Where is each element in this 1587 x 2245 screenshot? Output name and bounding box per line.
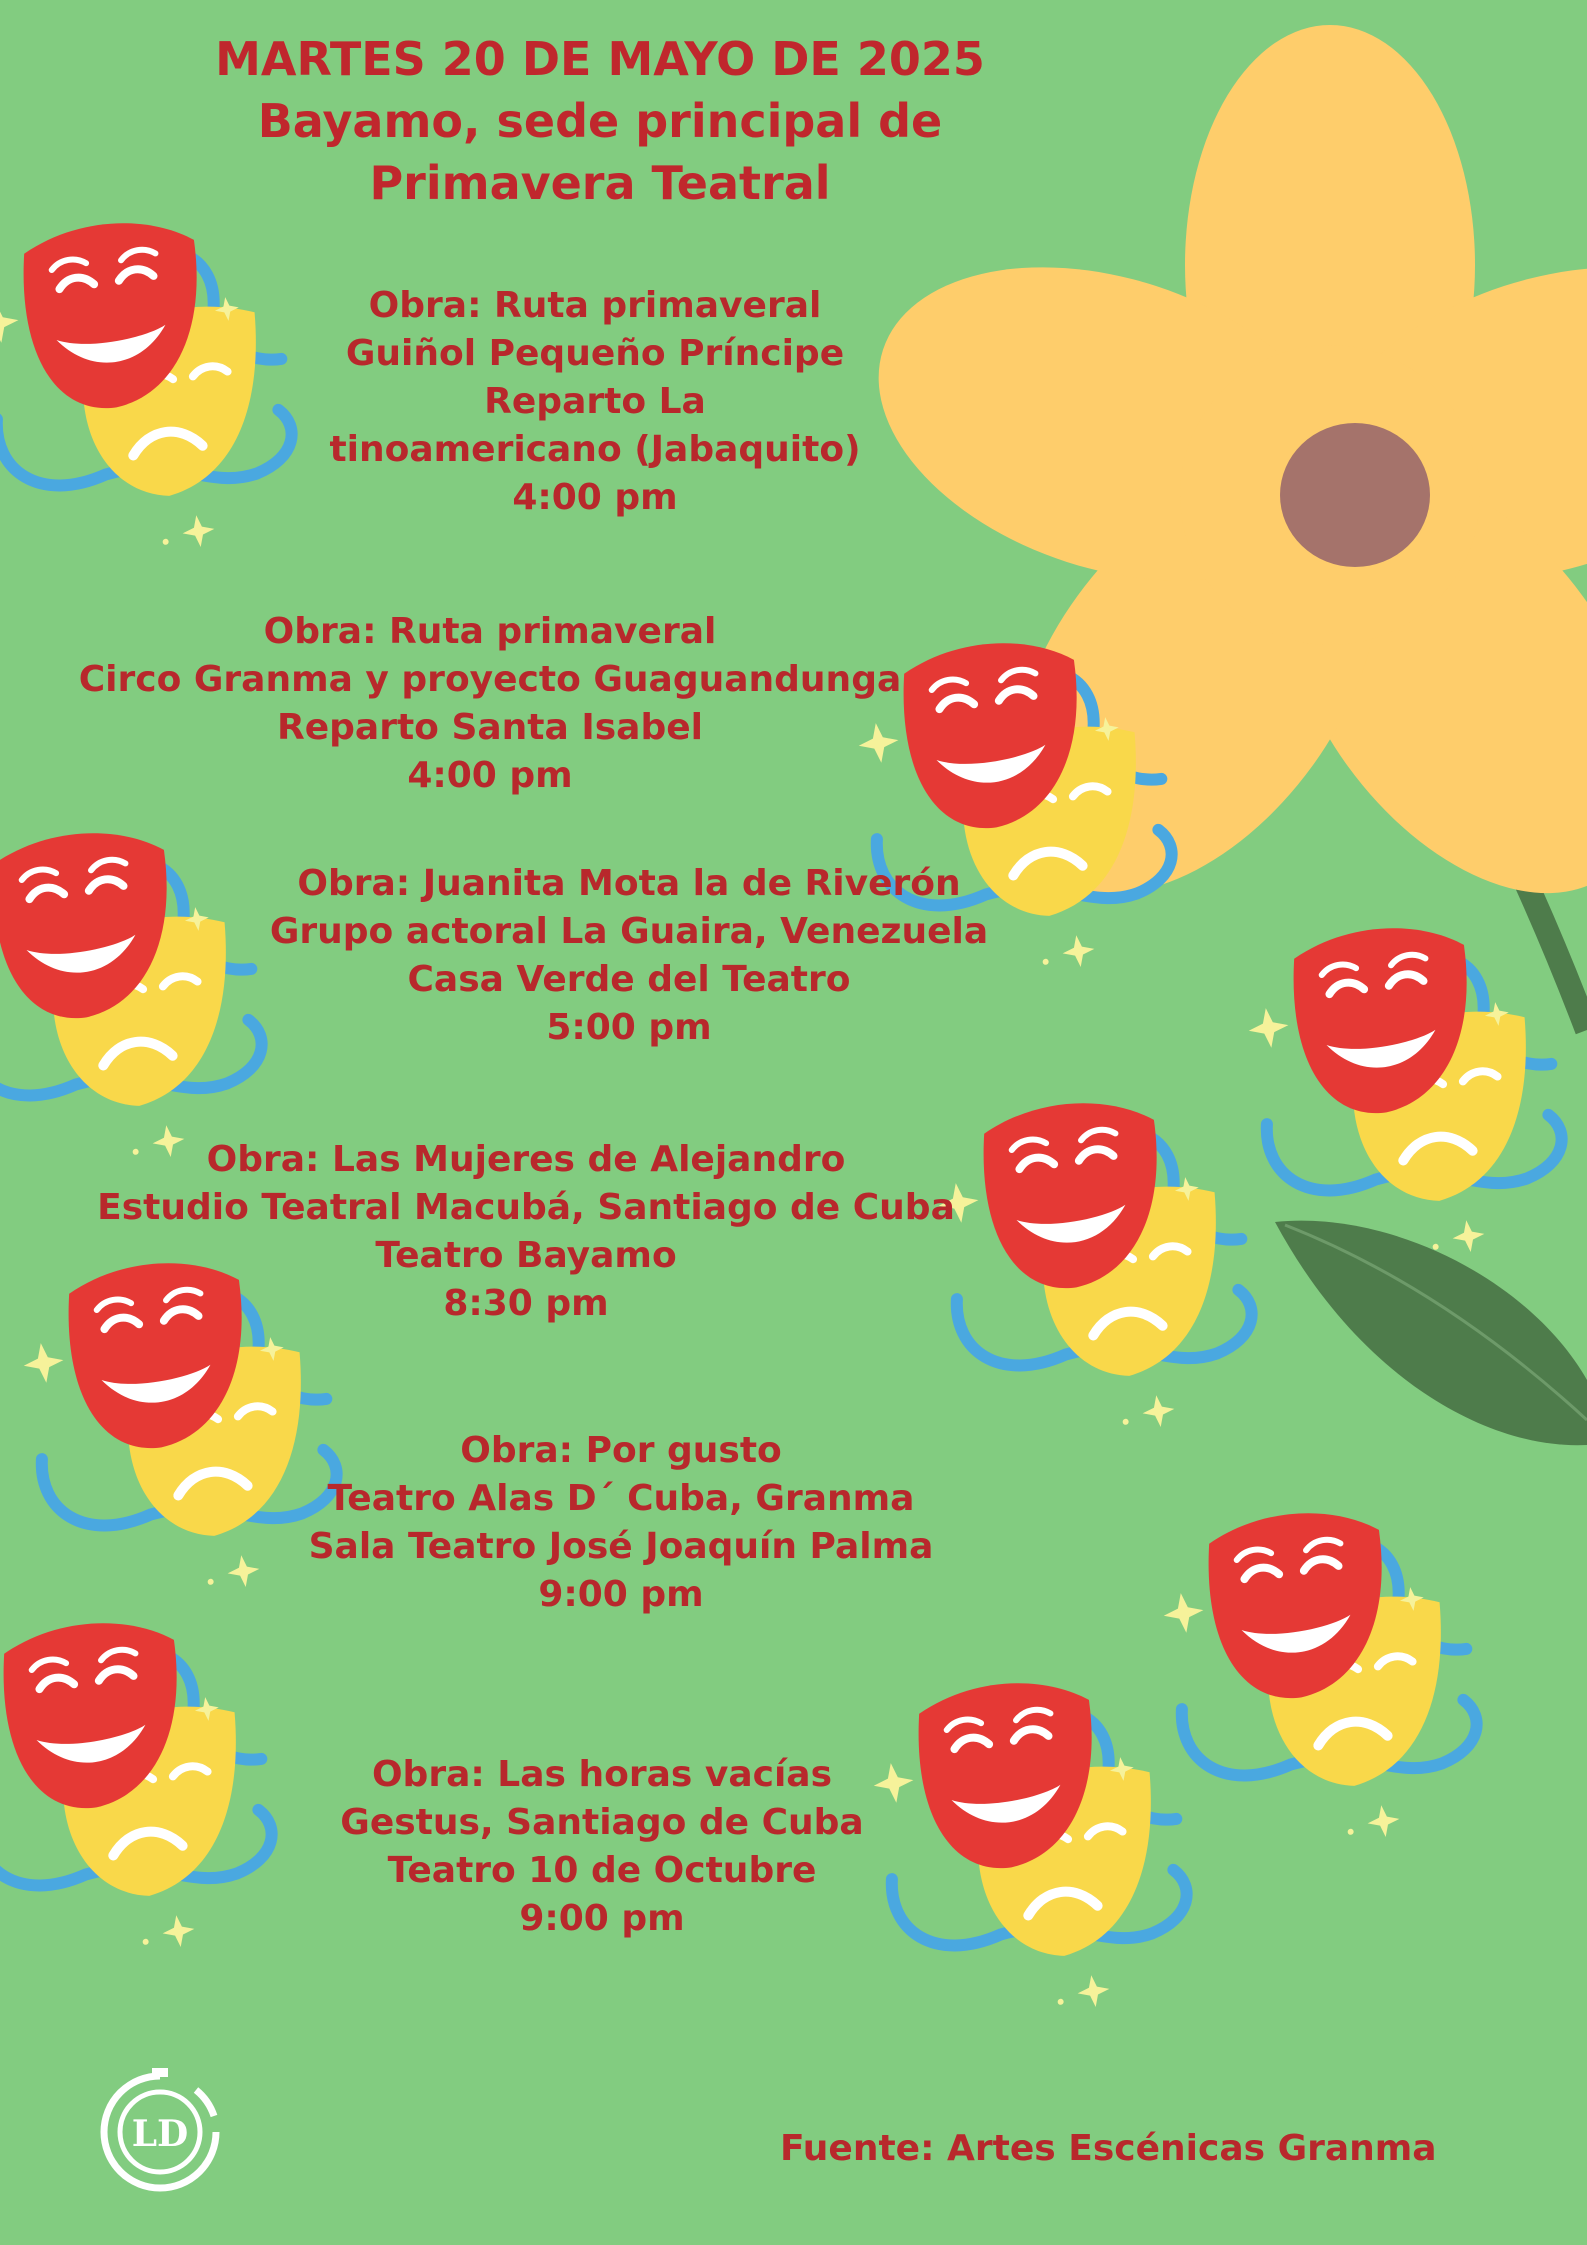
event-group: Teatro Alas D´ Cuba, Granma — [327, 1478, 915, 1519]
event-item — [221, 1427, 1021, 1619]
event-group: Guiñol Pequeño Príncipe — [345, 333, 845, 374]
theater-masks-icon — [1152, 1492, 1490, 1863]
event-group: Estudio Teatral Macubá, Santiago de Cuba — [97, 1187, 955, 1228]
title-date: MARTES 20 DE MAYO DE 2025 — [215, 32, 985, 86]
theater-masks-icon — [927, 1082, 1265, 1453]
page-title — [120, 28, 1080, 214]
event-venue: Reparto Santa Isabel — [277, 707, 703, 748]
event-item — [195, 282, 995, 522]
logo-icon — [96, 2068, 224, 2196]
event-title: Obra: Por gusto — [460, 1430, 782, 1471]
event-group: Grupo actoral La Guaira, Venezuela — [269, 911, 989, 952]
event-item — [229, 860, 1029, 1052]
event-time: 9:00 pm — [538, 1574, 704, 1615]
event-venue: Sala Teatro José Joaquín Palma — [308, 1526, 934, 1567]
event-time: 4:00 pm — [407, 755, 573, 796]
event-title: Obra: Ruta primaveral — [368, 285, 822, 326]
event-item — [202, 1751, 1002, 1943]
event-group: Gestus, Santiago de Cuba — [340, 1802, 864, 1843]
event-title: Obra: Juanita Mota la de Riverón — [297, 863, 961, 904]
event-item — [40, 608, 940, 800]
event-time: 9:00 pm — [519, 1898, 685, 1939]
source-credit: Fuente: Artes Escénicas Granma — [780, 2128, 1437, 2169]
leaf-icon — [1275, 1221, 1587, 1446]
event-item — [76, 1136, 976, 1328]
event-venue: Reparto La — [484, 381, 706, 422]
event-venue: tinoamericano (Jabaquito) — [329, 429, 861, 470]
title-line-2: Bayamo, sede principal de — [257, 94, 943, 148]
event-group: Circo Granma y proyecto Guaguandunga — [78, 659, 902, 700]
event-time: 8:30 pm — [443, 1283, 609, 1324]
event-venue: Teatro 10 de Octubre — [387, 1850, 817, 1891]
event-venue: Casa Verde del Teatro — [407, 959, 851, 1000]
event-title: Obra: Las Mujeres de Alejandro — [206, 1139, 846, 1180]
event-time: 5:00 pm — [546, 1007, 712, 1048]
logo-text: LD — [131, 2113, 189, 2155]
event-venue: Teatro Bayamo — [375, 1235, 677, 1276]
event-title: Obra: Ruta primaveral — [263, 611, 717, 652]
event-title: Obra: Las horas vacías — [371, 1754, 833, 1795]
event-time: 4:00 pm — [512, 477, 678, 518]
title-line-3: Primavera Teatral — [369, 156, 831, 210]
